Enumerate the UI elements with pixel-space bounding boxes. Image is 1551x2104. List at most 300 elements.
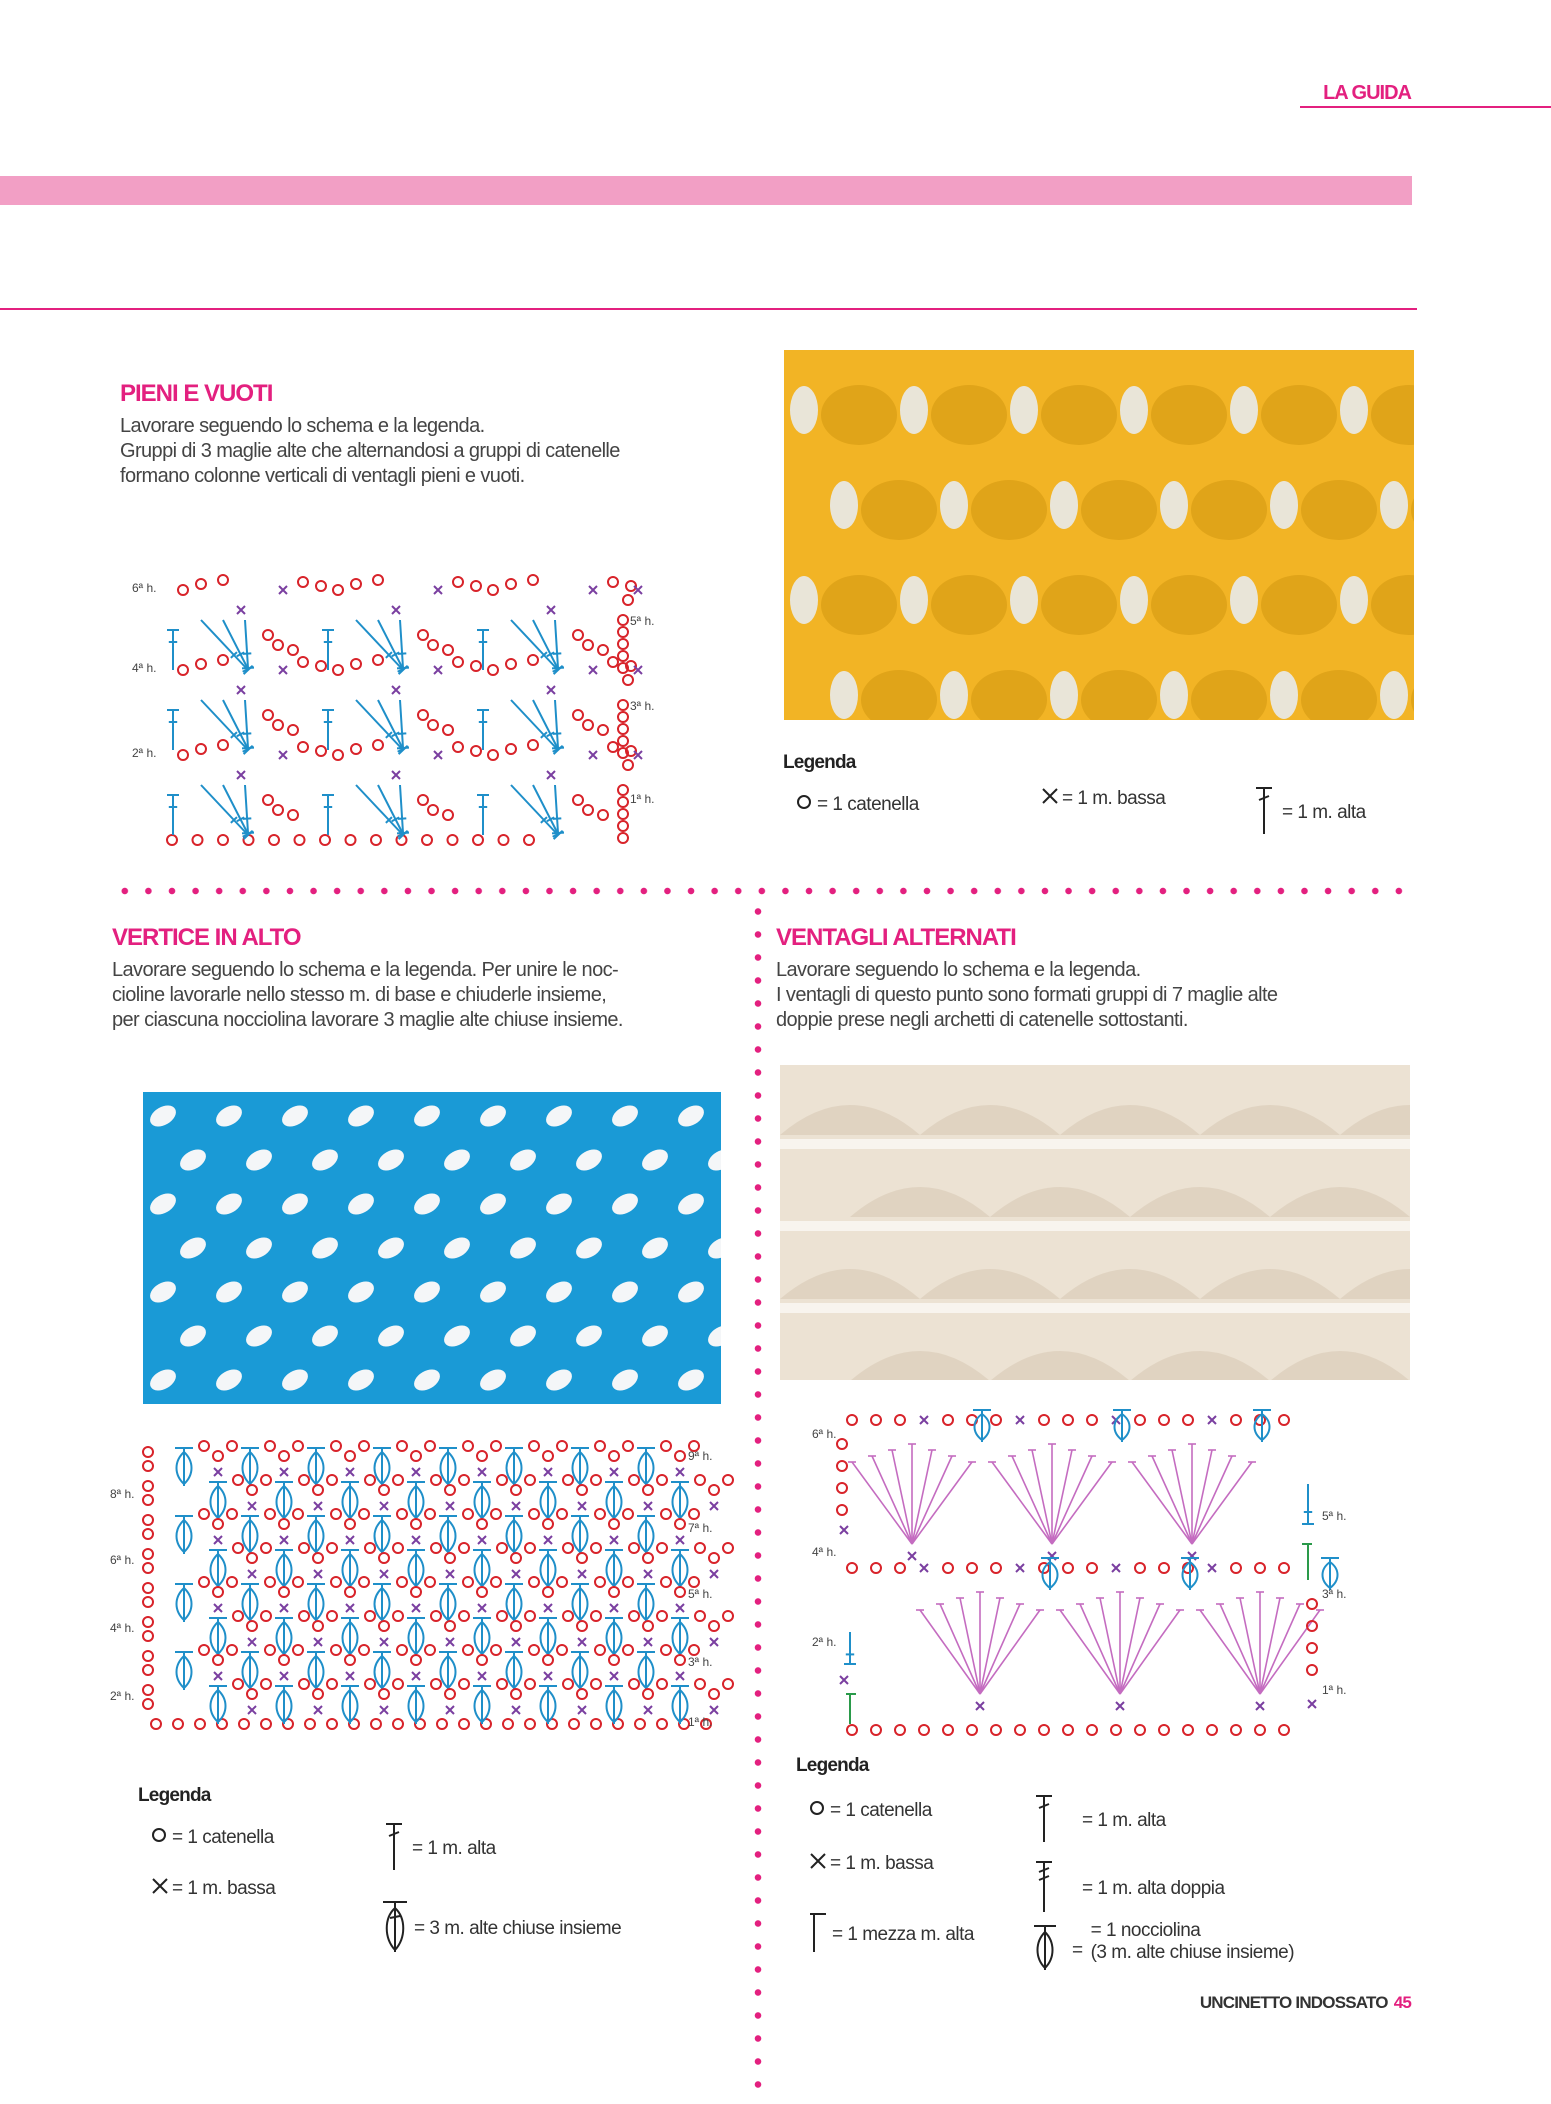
row-label: 1ª h. (1322, 1683, 1347, 1697)
chain-stitch (143, 1549, 153, 1559)
photo-hole (940, 481, 968, 529)
photo-cluster (931, 575, 1007, 635)
cluster-shape (341, 1550, 359, 1588)
treble-crochet (1260, 1598, 1284, 1694)
chain-stitch (723, 1543, 733, 1553)
chain-stitch (143, 1597, 153, 1607)
chain-stitch (298, 577, 308, 587)
cluster-stitch (341, 1550, 359, 1588)
photo-hole (1120, 576, 1148, 624)
cluster-shape (671, 1550, 689, 1588)
row-label: 5ª h. (688, 1587, 713, 1601)
single-crochet (589, 751, 597, 759)
chain-stitch (443, 645, 453, 655)
chain-stitch (847, 1563, 857, 1573)
single-crochet (346, 1468, 354, 1476)
cluster-shape (175, 1448, 193, 1486)
treble-crochet (1028, 1450, 1052, 1544)
chain-stitch (609, 1519, 619, 1529)
single-crochet (644, 1502, 652, 1510)
chain-stitch (393, 1543, 403, 1553)
chain-stitch (239, 1719, 249, 1729)
chain-stitch (279, 1587, 289, 1597)
photo-hole (790, 386, 818, 434)
chain-stitch (173, 1719, 183, 1729)
treble-crochet (1076, 1604, 1120, 1694)
chain-stitch (629, 1611, 639, 1621)
chain-stitch (511, 1553, 521, 1563)
chain-stitch (1135, 1415, 1145, 1425)
chain-stitch (411, 1587, 421, 1597)
text-line: Lavorare seguendo lo schema e la legenda. Per unire le noc- (112, 959, 619, 981)
chain-stitch (583, 720, 593, 730)
cluster-shape (539, 1618, 557, 1656)
chain-stitch (595, 1645, 605, 1655)
single-crochet (314, 1706, 322, 1714)
chain-stitch (293, 1509, 303, 1519)
chain-stitch (418, 710, 428, 720)
cluster-stitch (209, 1482, 227, 1520)
photo-hole (1230, 576, 1258, 624)
single-crochet (512, 1570, 520, 1578)
single-crochet (676, 1672, 684, 1680)
cluster-stitch (1181, 1558, 1199, 1590)
single-crochet (1016, 1416, 1024, 1424)
chain-stitch (143, 1631, 153, 1641)
chain-stitch (635, 1719, 645, 1729)
single-crochet (279, 666, 287, 674)
row-label: 6ª h. (110, 1553, 135, 1567)
cluster-stitch (175, 1516, 193, 1554)
single-crochet (412, 1604, 420, 1612)
chain-stitch (1307, 1599, 1317, 1609)
chain-stitch (293, 1577, 303, 1587)
cluster-shape (175, 1516, 193, 1554)
chain-stitch (178, 585, 188, 595)
single-crochet (279, 751, 287, 759)
chain-stitch (871, 1725, 881, 1735)
photo-hole (1050, 481, 1078, 529)
row-label: 9ª h. (688, 1449, 713, 1463)
chain-stitch (618, 700, 628, 710)
stitch-line (1260, 1604, 1300, 1694)
stitch-line (1052, 1456, 1092, 1544)
chain-stitch (837, 1461, 847, 1471)
cluster-stitch (605, 1618, 623, 1656)
chain-stitch (313, 1485, 323, 1495)
chain-stitch (837, 1505, 847, 1515)
chain-stitch (379, 1689, 389, 1699)
cluster-stitch (275, 1550, 293, 1588)
legend-label: = 1 mezza m. alta (832, 1924, 974, 1945)
single-crochet (237, 686, 245, 694)
chain-stitch (528, 740, 538, 750)
legend-puff-text (1091, 1920, 1294, 1964)
single-crochet (478, 1672, 486, 1680)
single-crochet (314, 1570, 322, 1578)
cluster-shape (671, 1618, 689, 1656)
cluster-shape (209, 1618, 227, 1656)
chain-stitch (661, 1441, 671, 1451)
chain-stitch (563, 1543, 573, 1553)
chain-stitch (695, 1679, 705, 1689)
single-crochet (1256, 1702, 1264, 1710)
chain-stitch (511, 1485, 521, 1495)
chain-stitch (629, 1543, 639, 1553)
photo-hole (1160, 671, 1188, 719)
stitch-line (1012, 1456, 1052, 1544)
chain-stitch (327, 1475, 337, 1485)
chain-stitch (1135, 1563, 1145, 1573)
chain-stitch (371, 835, 381, 845)
chain-stitch (618, 651, 628, 661)
chain-stitch (397, 1441, 407, 1451)
single-crochet (346, 1604, 354, 1612)
cluster-stitch (407, 1482, 425, 1520)
cluster-shape (1181, 1558, 1199, 1590)
title-ventagli-alternati: VENTAGLI ALTERNATI (776, 924, 1016, 951)
single-crochet (434, 751, 442, 759)
chain-stitch (445, 1621, 455, 1631)
chain-stitch (661, 1645, 671, 1655)
chain-stitch (196, 579, 206, 589)
legend-label: = 1 nocciolina (1090, 1920, 1201, 1941)
chain-stitch (320, 835, 330, 845)
chain-icon (795, 792, 815, 818)
chain-stitch (143, 1447, 153, 1457)
single-crochet (920, 1564, 928, 1572)
single-crochet (544, 1468, 552, 1476)
chain-stitch (178, 665, 188, 675)
chain-stitch (247, 1689, 257, 1699)
chain-stitch (528, 655, 538, 665)
chain-stitch (643, 1621, 653, 1631)
chain-stitch (143, 1685, 153, 1695)
single-crochet (237, 771, 245, 779)
stitch-line (940, 1604, 980, 1694)
chain-stitch (143, 1529, 153, 1539)
chain-stitch (428, 805, 438, 815)
chain-stitch (265, 1577, 275, 1587)
cluster-stitch (539, 1482, 557, 1520)
chain-stitch (618, 785, 628, 795)
photo-cluster (1081, 480, 1157, 540)
chain-stitch (265, 1441, 275, 1451)
cluster-shape (275, 1482, 293, 1520)
chain-stitch (313, 1553, 323, 1563)
double-crochet (1302, 1484, 1314, 1524)
chain-stitch (609, 1451, 619, 1461)
chain-stitch (675, 1587, 685, 1597)
chain-stitch (273, 805, 283, 815)
chain-stitch (675, 1519, 685, 1529)
chain-stitch (178, 750, 188, 760)
cluster-stitch (341, 1482, 359, 1520)
legend-label: = 3 m. alte chiuse insieme (414, 1918, 622, 1939)
chain-stitch (1087, 1563, 1097, 1573)
legend-treble (1030, 1858, 1225, 1920)
chain-stitch (463, 1645, 473, 1655)
cluster-shape (605, 1550, 623, 1588)
chain-stitch (213, 1587, 223, 1597)
chart-ventagli-alternati (812, 1404, 1352, 1749)
chain-stitch (288, 645, 298, 655)
chain-stitch (298, 742, 308, 752)
photo-cluster (1041, 575, 1117, 635)
legend-label: = 1 m. alta (1282, 802, 1366, 823)
chain-stitch (299, 1611, 309, 1621)
single-crochet (1308, 1700, 1316, 1708)
cluster-shape (341, 1686, 359, 1724)
single-crochet (1112, 1564, 1120, 1572)
chain-stitch (193, 835, 203, 845)
chain-stitch (709, 1485, 719, 1495)
single-crochet (280, 1604, 288, 1612)
treble-crochet (1052, 1456, 1096, 1544)
cluster-stitch (341, 1618, 359, 1656)
chain-stitch (448, 835, 458, 845)
text-line: per ciascuna nocciolina lavorare 3 maglie alte chiuse insieme. (112, 1009, 623, 1031)
photo-hole (1340, 386, 1368, 434)
cluster-stitch (275, 1482, 293, 1520)
cluster-stitch (209, 1618, 227, 1656)
chain-stitch (459, 1611, 469, 1621)
chart-vertice-in-alto (108, 1430, 748, 1730)
chain-stitch (723, 1475, 733, 1485)
stitch-bar (243, 653, 251, 654)
text-line: I ventagli di questo punto sono formati gruppi di 7 maglie alte (776, 984, 1278, 1006)
chain-stitch (143, 1563, 153, 1573)
single-crochet (547, 686, 555, 694)
cluster-shape (473, 1550, 491, 1588)
chain-stitch (213, 1451, 223, 1461)
chain-stitch (331, 1645, 341, 1655)
single-crochet (248, 1502, 256, 1510)
row-label: 5ª h. (1322, 1509, 1347, 1523)
chain-stitch (345, 1587, 355, 1597)
photo-hole (790, 576, 818, 624)
legend-label: = 1 m. alta (412, 1838, 496, 1859)
chain-stitch (299, 1475, 309, 1485)
single-crochet (1208, 1416, 1216, 1424)
chain-stitch (689, 1577, 699, 1587)
chain-stitch (327, 1679, 337, 1689)
single-crochet (644, 1570, 652, 1578)
text-line: Lavorare seguendo lo schema e la legenda. (120, 415, 485, 437)
chain-stitch (695, 1543, 705, 1553)
chain-stitch (609, 1655, 619, 1665)
single-crochet (578, 1570, 586, 1578)
chain-stitch (459, 1719, 469, 1729)
chain-stitch (488, 750, 498, 760)
chain-stitch (445, 1689, 455, 1699)
chain-stitch (847, 1725, 857, 1735)
single-crochet (676, 1468, 684, 1476)
cluster-shape (275, 1686, 293, 1724)
cluster-icon (378, 1896, 412, 1962)
chain-stitch (227, 1441, 237, 1451)
stitch-line (533, 620, 563, 672)
chain-stitch (373, 655, 383, 665)
chain-stitch (351, 579, 361, 589)
chain-stitch (598, 645, 608, 655)
chain-stitch (379, 1621, 389, 1631)
single-crochet (412, 1536, 420, 1544)
chain-stitch (431, 1679, 441, 1689)
single-crochet (710, 1638, 718, 1646)
chain-stitch (393, 1719, 403, 1729)
cluster-shape (341, 1618, 359, 1656)
treble-crochet (1168, 1450, 1192, 1544)
text-vertice-in-alto (112, 958, 752, 1033)
chain-stitch (618, 797, 628, 807)
chain-stitch (233, 1543, 243, 1553)
chain-stitch (422, 835, 432, 845)
chain-stitch (199, 1441, 209, 1451)
chain-stitch (618, 724, 628, 734)
single-crochet (346, 1536, 354, 1544)
cluster-shape (539, 1482, 557, 1520)
treble-crochet (1216, 1604, 1260, 1694)
single-crochet (710, 1502, 718, 1510)
legend-cluster (378, 1896, 621, 1962)
chain-stitch (491, 1577, 501, 1587)
chain-stitch (365, 1475, 375, 1485)
single-crochet (446, 1706, 454, 1714)
photo-hole (940, 671, 968, 719)
legend-chain (808, 1798, 932, 1824)
chain-stitch (477, 1451, 487, 1461)
chain-stitch (373, 575, 383, 585)
chain-stitch (359, 1441, 369, 1451)
photo-hole (1380, 481, 1408, 529)
photo-gap (780, 1139, 1410, 1149)
chain-stitch (261, 1611, 271, 1621)
half-double-crochet (846, 1694, 856, 1724)
chain-stitch (1255, 1725, 1265, 1735)
double-crochet (477, 710, 489, 750)
chain-stitch (333, 665, 343, 675)
cluster-stitch (473, 1482, 491, 1520)
photo-cluster (1301, 480, 1377, 540)
chain-stitch (1183, 1415, 1193, 1425)
single-crochet (434, 666, 442, 674)
chain-stitch (657, 1543, 667, 1553)
chain-stitch (327, 1543, 337, 1553)
double-crochet (533, 620, 563, 672)
single-crochet (676, 1536, 684, 1544)
single-crochet (280, 1536, 288, 1544)
cluster-stitch (973, 1410, 991, 1442)
chain-stitch (618, 821, 628, 831)
chain-stitch (265, 1509, 275, 1519)
double-crochet (533, 785, 563, 837)
row-label: 8ª h. (110, 1487, 135, 1501)
pink-rule (0, 308, 1417, 310)
photo-cluster (1261, 575, 1337, 635)
legend-chain (150, 1825, 274, 1851)
cluster-stitch (407, 1550, 425, 1588)
chain-stitch (563, 1679, 573, 1689)
photo-hole (1120, 386, 1148, 434)
stitch-line (872, 1456, 912, 1544)
stitch-line (322, 795, 334, 835)
chain-stitch (437, 1719, 447, 1729)
chain-stitch (1307, 1665, 1317, 1675)
chain-stitch (279, 1519, 289, 1529)
chain-stitch (379, 1553, 389, 1563)
photo-hole (1340, 576, 1368, 624)
chain-stitch (943, 1415, 953, 1425)
chain-stitch (305, 1719, 315, 1729)
stitch-line (378, 785, 408, 837)
chain-stitch (661, 1509, 671, 1519)
chain-stitch (543, 1451, 553, 1461)
photo-cluster (1261, 385, 1337, 445)
single-crochet (840, 1526, 848, 1534)
cluster-stitch (473, 1550, 491, 1588)
chain-stitch (511, 1621, 521, 1631)
section-label: LA GUIDA (1323, 82, 1411, 104)
single-crochet (589, 586, 597, 594)
chain-stitch (525, 1475, 535, 1485)
chain-stitch (397, 1577, 407, 1587)
text-ventagli-alternati (776, 958, 1416, 1033)
row-label: 2ª h. (110, 1689, 135, 1703)
single-crochet (840, 1676, 848, 1684)
stitch-bar (243, 818, 251, 819)
chain-stitch (1039, 1725, 1049, 1735)
chain-stitch (1039, 1415, 1049, 1425)
chain-stitch (591, 1475, 601, 1485)
chain-stitch (1279, 1415, 1289, 1425)
single-crochet (547, 606, 555, 614)
chain-stitch (459, 1475, 469, 1485)
single-crochet (578, 1502, 586, 1510)
single-crochet (908, 1552, 916, 1560)
chain-stitch (525, 1679, 535, 1689)
chain-stitch (1135, 1725, 1145, 1735)
chain-stitch (393, 1475, 403, 1485)
chain-stitch (443, 725, 453, 735)
chain-stitch (143, 1495, 153, 1505)
chain-stitch (445, 1485, 455, 1495)
chain-stitch (623, 675, 633, 685)
cluster-stitch (539, 1686, 557, 1724)
chain-stitch (503, 1719, 513, 1729)
chain-stitch (499, 835, 509, 845)
cluster-stitch (473, 1618, 491, 1656)
cluster-shape (209, 1686, 227, 1724)
chain-stitch (1231, 1563, 1241, 1573)
chain-stitch (709, 1621, 719, 1631)
chain-stitch (261, 1543, 271, 1553)
legend-single (150, 1876, 275, 1902)
treble-crochet (868, 1456, 912, 1544)
chain-stitch (618, 809, 628, 819)
treble-crochet (912, 1450, 936, 1544)
photo-hole (1050, 671, 1078, 719)
cluster-shape (175, 1584, 193, 1622)
double-crochet-icon (1250, 784, 1280, 842)
cluster-shape (407, 1550, 425, 1588)
stitch-line (1152, 1456, 1192, 1544)
double-crochet (378, 785, 408, 837)
pink-band (0, 176, 1412, 205)
single-crochet (578, 1638, 586, 1646)
chain-stitch (195, 1719, 205, 1729)
single-crochet (589, 666, 597, 674)
